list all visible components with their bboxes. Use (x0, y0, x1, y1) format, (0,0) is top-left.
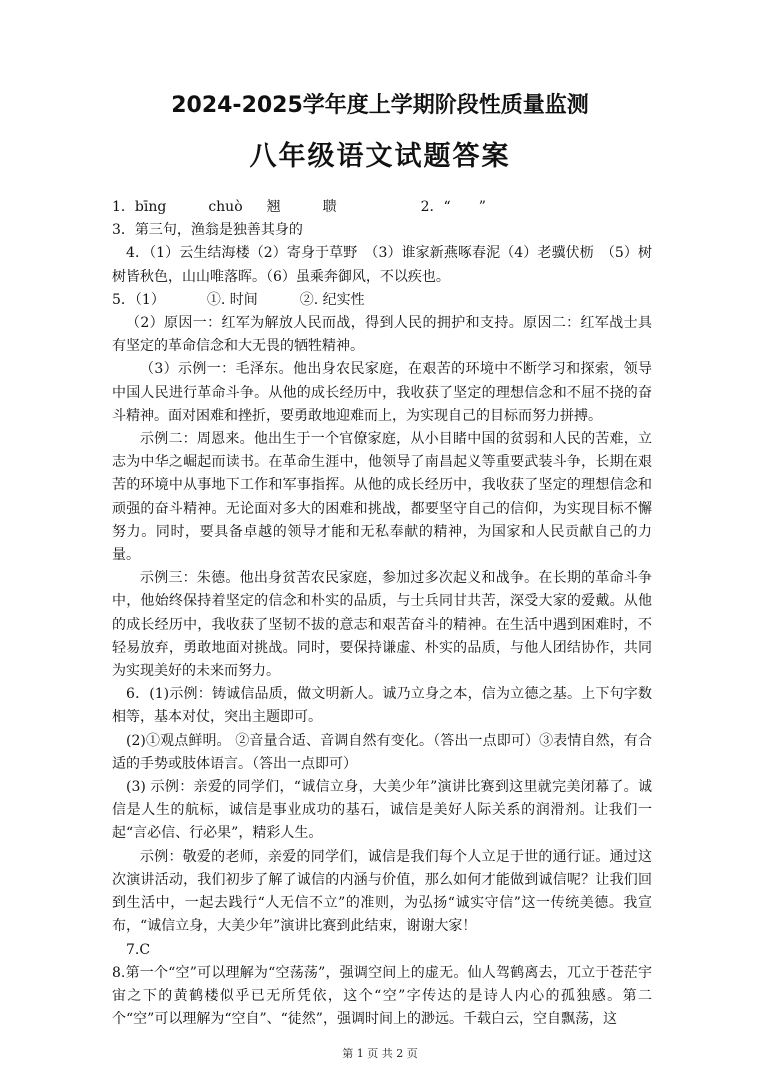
answer-q5-2: （2）原因一：红军为解放人民而战，得到人民的拥护和支持。原因二：红军战士具有坚定的革命信念和大无畏的牺牲精神。 (112, 315, 652, 355)
answer-q1-q2 (112, 196, 652, 219)
answer-q3: 3．第三句，渔翁是独善其身的 (112, 222, 303, 239)
q5-option-2: ②. 纪实性 (299, 291, 365, 308)
answer-q8: 8.第一个“空”可以理解为“空荡荡”，强调空间上的虚无。仙人驾鹤离去，兀立于苍茫宇宙之下的黄鹤楼似乎已无所凭依，这个“空”字传达的是诗人内心的孤独感。第二个“空”可以理解为“空自”、“徒然”，强调时间上的渺远。千载白云，空自飘荡，这 (112, 964, 652, 1028)
page-number: 第 1 页 共 2 页 (342, 1047, 418, 1060)
answer-body (112, 196, 652, 1031)
answer-q6-3-example: 示例：敬爱的老师，亲爱的同学们，诚信是我们每个人立足于世的通行证。通过这次演讲活动，我们初步了解了诚信的内涵与价值，那么如何才能做到诚信呢？让我们回到生活中，一起去践行“人无信不立”的准则，为弘扬“诚实守信”这一传统美德。我宣布，“诚信立身，大美少年”演讲比赛到此结束，谢谢大家！ (112, 848, 652, 935)
answer-q5-3-example-2: 示例二：周恩来。他出生于一个官僚家庭，从小目睹中国的贫弱和人民的苦难，立志为中华之崛起而读书。在革命生涯中，他领导了南昌起义等重要武装斗争，长期在艰苦的环境中从事地下工作和军事指挥。从他的成长经历中，我收获了坚定的理想信念和顽强的奋斗精神。无论面对多大的困难和挑战，都要坚守自己的信仰，为实现目标不懈努力。同时，要具备卓越的领导才能和无私奉献的精神，为国家和人民贡献自己的力量。 (112, 431, 652, 564)
answer-q5-3-example-1: （3）示例一：毛泽东。他出身农民家庭，在艰苦的环境中不断学习和探索，领导中国人民进行革命斗争。从他的成长经历中，我收获了坚定的理想信念和不屈不挠的奋斗精神。面对困难和挫折，要勇敢地迎难而上，为实现自己的目标而努力拼搏。 (112, 361, 652, 424)
answer-q6-2: (2)①观点鲜明。 ②音量合适、音调自然有变化。（答出一点即可）③表情自然，有合适的手势或肢体语言。（答出一点即可） (112, 732, 652, 772)
q5-label: 5．（1） (112, 291, 165, 308)
q5-option-1: ①. 时间 (206, 291, 258, 308)
q1-pinyin-1: 1．bīng (112, 199, 167, 215)
q1-char-1: 翘 (266, 199, 281, 215)
q1-char-2: 聩 (322, 199, 337, 215)
answer-q6-1: 6．(1)示例：铸诚信品质，做文明新人。诚乃立身之本，信为立德之基。上下句字数相等，基本对仗，突出主题即可。 (112, 686, 652, 726)
answer-q4: 4．（1）云生结海楼（2）寄身于草野 （3）谁家新燕啄春泥（4）老骥伏枥 （5）树树皆秋色，山山唯落晖。（6）虽乘奔御风，不以疾也。 (112, 245, 652, 285)
answer-q7: 7.C (126, 941, 151, 958)
q1-pinyin-2: chuò (208, 199, 243, 215)
exam-subtitle: 八年级语文试题答案 (249, 141, 511, 172)
answer-q5-3-example-3: 示例三：朱德。他出身贫苦农民家庭，参加过多次起义和战争。在长期的革命斗争中，他始终保持着坚定的信念和朴实的品质，与士兵同甘共苦，深受大家的爱戴。从他的成长经历中，我收获了坚韧不拔的意志和艰苦奋斗的精神。在生活中遇到困难时，不轻易放弃，勇敢地面对挑战。同时，要保持谦虚、朴实的品质，与他人团结协作，共同为实现美好的未来而努力。 (112, 570, 652, 680)
answer-q5-1 (112, 289, 652, 312)
answer-q6-3: (3) 示例：亲爱的同学们，“诚信立身，大美少年”演讲比赛到这里就完美闭幕了。诚信是人生的航标，诚信是事业成功的基石，诚信是美好人际关系的润滑剂。让我们一起“言必信、行必果”，精彩人生。 (112, 779, 652, 842)
q2-answer: 2．“ ” (420, 199, 486, 215)
exam-title: 2024-2025学年度上学期阶段性质量监测 (171, 93, 589, 118)
